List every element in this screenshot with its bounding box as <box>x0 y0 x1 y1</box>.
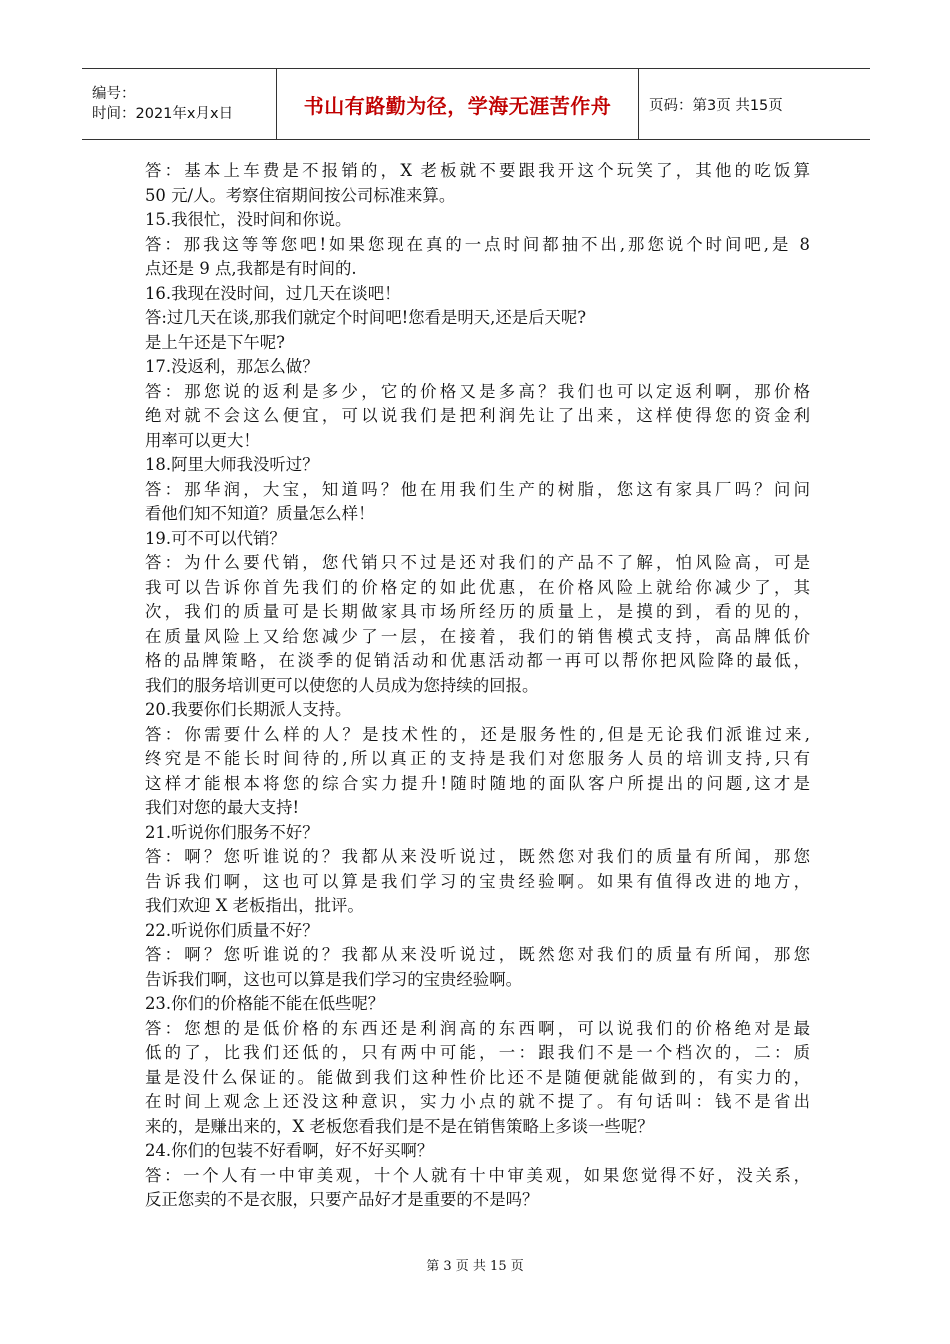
body-text-line: 量是没什么保证的。能做到我们这种性价比还不是随便就能做到的，有实力的， <box>145 1067 810 1087</box>
body-text-line: 答：你需要什么样的人？是技术性的，还是服务性的,但是无论我们派谁过来, <box>145 724 810 744</box>
body-text-line: 22.听说你们质量不好？ <box>145 920 319 940</box>
body-text-line: 50 元/人。考察住宿期间按公司标准来算。 <box>145 185 456 205</box>
body-text-line: 我可以告诉你首先我们的价格定的如此优惠，在价格风险上就给你减少了，其 <box>145 577 810 597</box>
body-text-line: 是上午还是下午呢? <box>145 332 285 352</box>
body-text-line: 答：一个人有一中审美观，十个人就有十中审美观，如果您觉得不好，没关系， <box>145 1165 810 1185</box>
document-body <box>145 159 810 1213</box>
page-footer: 第 3 页 共 15 页 <box>426 1259 524 1274</box>
body-text-line: 用率可以更大！ <box>145 430 260 450</box>
body-text-line: 24.你们的包装不好看啊，好不好买啊？ <box>145 1141 434 1160</box>
doc-time-label: 时间：2021年x月x日 <box>92 106 234 122</box>
body-text-line: 反正您卖的不是衣服，只要产品好才是重要的不是吗？ <box>145 1190 539 1209</box>
body-text-line: 看他们知不知道？质量怎么样！ <box>145 504 375 523</box>
body-text-line: 格的品牌策略，在淡季的促销活动和优惠活动都一再可以帮你把风险降的最低， <box>145 651 810 670</box>
body-text-line: 15.我很忙，没时间和你说。 <box>145 210 352 229</box>
body-text-line: 我们的服务培训更可以使您的人员成为您持续的回报。 <box>145 675 539 695</box>
header-page-info: 页码：第3页 共15页 <box>649 97 783 114</box>
body-text-line: 答：那华润，大宝，知道吗？他在用我们生产的树脂，您这有家具厂吗？问问 <box>145 479 810 499</box>
body-text-line: 17.没返利，那怎么做？ <box>145 357 319 376</box>
body-text-line: 答：那您说的返利是多少，它的价格又是多高？我们也可以定返利啊，那价格 <box>145 381 810 401</box>
body-text-line: 答：啊？您听谁说的？我都从来没听说过，既然您对我们的质量有所闻，那您 <box>145 945 810 964</box>
body-text-line: 20.我要你们长期派人支持。 <box>145 700 352 719</box>
body-text-line: 答：啊？您听谁说的？我都从来没听说过，既然您对我们的质量有所闻，那您 <box>145 847 810 866</box>
body-text-line: 低的了，比我们还低的，只有两中可能，一：跟我们不是一个档次的，二：质 <box>145 1043 810 1062</box>
body-text-line: 18.阿里大师我没听过？ <box>145 455 319 474</box>
body-text-line: 在质量风险上又给您减少了一层，在接着，我们的销售模式支持，高品牌低价 <box>145 626 810 646</box>
body-text-line: 告诉我们啊，这也可以算是我们学习的宝贵经验啊。如果有值得改进的地方， <box>145 871 810 891</box>
doc-number-label: 编号： <box>92 86 136 102</box>
body-text-line: 绝对就不会这么便宜，可以说我们是把利润先让了出来，这样使得您的资金利 <box>145 406 810 425</box>
body-text-line: 21.听说你们服务不好？ <box>145 822 319 842</box>
body-text-line: 我们欢迎 X 老板指出，批评。 <box>145 896 364 915</box>
body-text-line: 答：那我这等等您吧!如果您现在真的一点时间都抽不出,那您说个时间吧,是 8 <box>145 234 810 254</box>
body-text-line: 答：基本上车费是不报销的，X 老板就不要跟我开这个玩笑了，其他的吃饭算 <box>145 161 810 180</box>
body-text-line: 答：为什么要代销，您代销只不过是还对我们的产品不了解，怕风险高，可是 <box>145 553 810 572</box>
body-text-line: 终究是不能长时间待的,所以真正的支持是我们对您服务人员的培训支持,只有 <box>145 749 810 768</box>
body-text-line: 19.可不可以代销？ <box>145 528 286 548</box>
body-text-line: 次，我们的质量可是长期做家具市场所经历的质量上，是摸的到，看的见的， <box>145 602 810 621</box>
document-header <box>82 68 870 140</box>
header-motto: 书山有路勤为径，学海无涯苦作舟 <box>277 69 639 139</box>
body-text-line: 在时间上观念上还没这种意识，实力小点的就不提了。有句话叫：钱不是省出 <box>145 1092 810 1111</box>
body-text-line: 点还是 9 点,我都是有时间的. <box>145 259 357 278</box>
body-text-line: 答:过几天在谈,那我们就定个时间吧!您看是明天,还是后天呢? <box>145 308 587 327</box>
body-text-line: 答：您想的是低价格的东西还是利润高的东西啊，可以说我们的价格绝对是最 <box>145 1018 810 1038</box>
body-text-line: 16.我现在没时间，过几天在谈吧！ <box>145 283 401 303</box>
body-text-line: 我们对您的最大支持! <box>145 798 300 817</box>
body-text-line: 来的，是赚出来的，X 老板您看我们是不是在销售策略上多谈一些呢？ <box>145 1116 654 1136</box>
body-text-line: 23.你们的价格能不能在低些呢？ <box>145 994 385 1013</box>
body-text-line: 告诉我们啊，这也可以算是我们学习的宝贵经验啊。 <box>145 969 522 989</box>
header-meta <box>82 69 277 139</box>
body-text-line: 这样才能根本将您的综合实力提升!随时随地的面队客户所提出的问题,这才是 <box>145 773 810 793</box>
